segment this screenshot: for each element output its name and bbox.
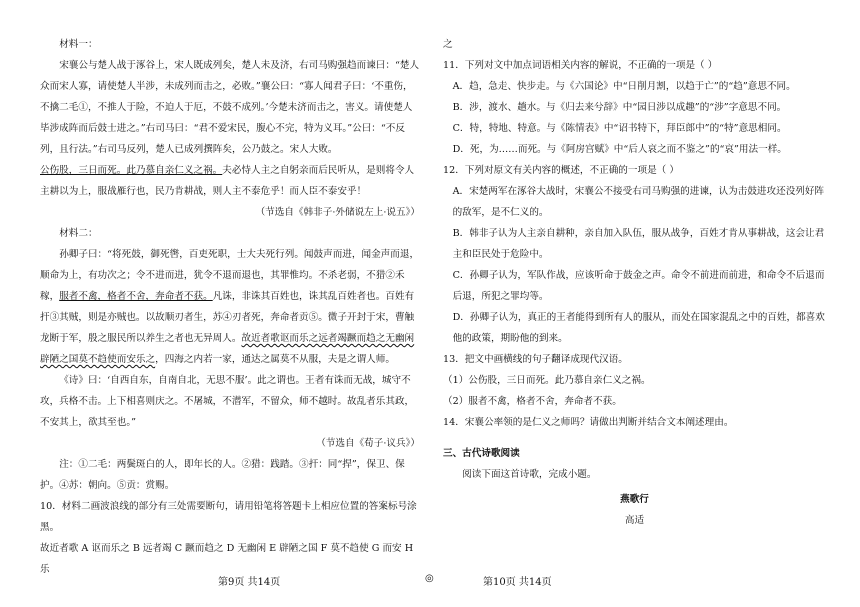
right-page: [443, 34, 826, 531]
material-1-paragraph-2: [40, 160, 420, 202]
q13-sub-1: （1）公伤股，三日而死。此乃慕自亲仁义之祸。: [443, 375, 651, 386]
material-1-paragraph: 宋襄公与楚人战于涿谷上，宋人既成列矣，楚人未及济，右司马购强趋而谏曰：“楚人众而宋人寡，请使楚人半涉，未成列而击之，必败。”襄公曰：“寡人闻君子曰：‘不重伤，不擒二毛①，不推人于险，不迫人于厄，不鼓不成列。’今楚未济而击之，害义。请使楚人毕涉成阵而后鼓士进之。”右司马曰：“君不爱宋民，腹心不完，特为义耳。”公曰：“不反列，且行法。”右司马反列，楚人已成列撰阵矣，公乃鼓之。宋人大败。: [40, 60, 420, 155]
material-1-rest: 夫必恃人主之自躬亲而后民听从，是则将令人主耕以为上，服战雁行也，民乃肯耕战，则人主不泰危乎！而人臣不泰安乎！: [40, 165, 415, 197]
material-2-title: 材料二：: [59, 228, 98, 239]
material-1-title: 材料一：: [59, 39, 98, 50]
material-2-text-a: 孙卿子曰：“将死鼓，御死辔，百吏死职，士大夫死行列。闻鼓声而进，闻金声而退，顺命为上，有功次之；令不进而进，犹令不退而退也，其罪惟均。不杀老弱，不猎②禾稼，: [40, 249, 420, 302]
q11-option-d: D．死，为……而死。与《阿房宫赋》中“后人哀之而不鉴之”的“哀”用法一样。: [452, 144, 787, 155]
q12-option-a: A．宋楚两军在涿谷大战时，宋襄公不接受右司马购强的进谏，认为击鼓进攻还没列好阵的敌军，是不仁义的。: [452, 186, 825, 218]
underlined-sentence-2: 服者不禽，格者不舍，奔命者不获。: [59, 291, 213, 302]
question-14: 14．宋襄公率领的是仁义之师吗？请做出判断并结合文本阐述理由。: [443, 417, 734, 428]
q12-option-b: B．韩非子认为人主亲自耕种，亲自加入队伍，服从战争，百姓才肯从事耕战，这会让君主和臣民处于危险中。: [452, 228, 825, 260]
section-3-intro: 阅读下面这首诗歌，完成小题。: [462, 469, 597, 480]
left-page: [40, 34, 420, 580]
continuation-char: 之: [443, 39, 453, 50]
q11-option-c: C．特，特地、特意。与《陈情表》中“诏书特下，拜臣郎中”的“特”意思相同。: [452, 123, 787, 134]
question-13: 13．把文中画横线的句子翻译成现代汉语。: [443, 354, 628, 365]
footer-center-mark: ◎: [425, 573, 434, 584]
q13-sub-2: （2）服者不禽，格者不舍，奔命者不获。: [443, 396, 622, 407]
material-2-paragraph: [40, 244, 420, 370]
material-1-source: （节选自《韩非子·外储说左上·说五》）: [255, 207, 420, 218]
material-2-source: （节选自《荀子·议兵》）: [316, 438, 420, 449]
annotation-notes: 注：①二毛：两鬓斑白的人，即年长的人。②猎：践踏。③扞：同“捍”，保卫、保护。④苏：朝向。⑤贡：赏赐。: [40, 459, 405, 491]
wavy-underlined-text: 故近者歌讴而乐之远者竭蹶而趋之无幽闲辟陋之国莫不趋使而安乐之: [40, 333, 415, 365]
q12-option-c: C．孙卿子认为，军队作战，应该听命于鼓金之声。命令不前进而前进，和命令不后退而后退，所犯之罪均等。: [452, 270, 825, 302]
question-11: 11．下列对文中加点词语相关内容的解说，不正确的一项是（ ）: [443, 60, 718, 71]
question-10: 10．材料二画波浪线的部分有三处需要断句，请用铅笔将答题卡上相应位置的答案标号涂黑。: [40, 501, 417, 533]
question-10-options: 故近者歌 A 讴而乐之 B 远者竭 C 蹶而趋之 D 无幽闲 E 辟陋之国 F 莫不趋使 G 而安 H 乐: [40, 543, 414, 575]
poem-title: 燕歌行: [620, 494, 649, 505]
q11-option-b: B．涉，渡水、趟水。与《归去来兮辞》中“园日涉以成趣”的“涉”字意思不同。: [452, 102, 787, 113]
q12-option-d: D．孙卿子认为，真正的王者能得到所有人的服从，而处在国家混乱之中的百姓，都喜欢他的政策，期盼他的到来。: [452, 312, 825, 344]
footer-left-page-number: 第9页 共14页: [218, 577, 281, 588]
material-2-poem-quote: 《诗》曰：‘自西自东，自南自北，无思不服’。此之谓也。王者有诛而无战，城守不攻，兵格不击。上下相喜则庆之。不屠城，不潜军，不留众，师不越时。故乱者乐其政，不安其上，欲其至也。”: [40, 375, 415, 428]
material-2-text-b: 凡诛，非诛其百姓也，诛其乱百姓者也。百姓有扞③其贼，则是亦贼也。以故顺刃者生，苏④刃者死，奔命者贡⑤。微子开封于宋，曹触龙断于军，殷之服民所以养生之者也无异周人。: [40, 291, 415, 344]
q11-option-a: A．趋，急走、快步走。与《六国论》中“日削月割，以趋于亡”的“趋”意思不同。: [452, 81, 796, 92]
footer-right-page-number: 第10页 共14页: [483, 577, 552, 588]
poem-author: 高适: [624, 515, 645, 526]
section-3-heading: 三、古代诗歌阅读: [443, 448, 520, 459]
material-2-text-c: ，四海之内若一家，通达之属莫不从服，夫是之谓人师。: [155, 354, 395, 365]
underlined-sentence-1: 公伤股，三日而死。此乃慕自亲仁义之祸。: [40, 165, 223, 176]
question-12: 12．下列对原文有关内容的概述，不正确的一项是（ ）: [443, 165, 679, 176]
